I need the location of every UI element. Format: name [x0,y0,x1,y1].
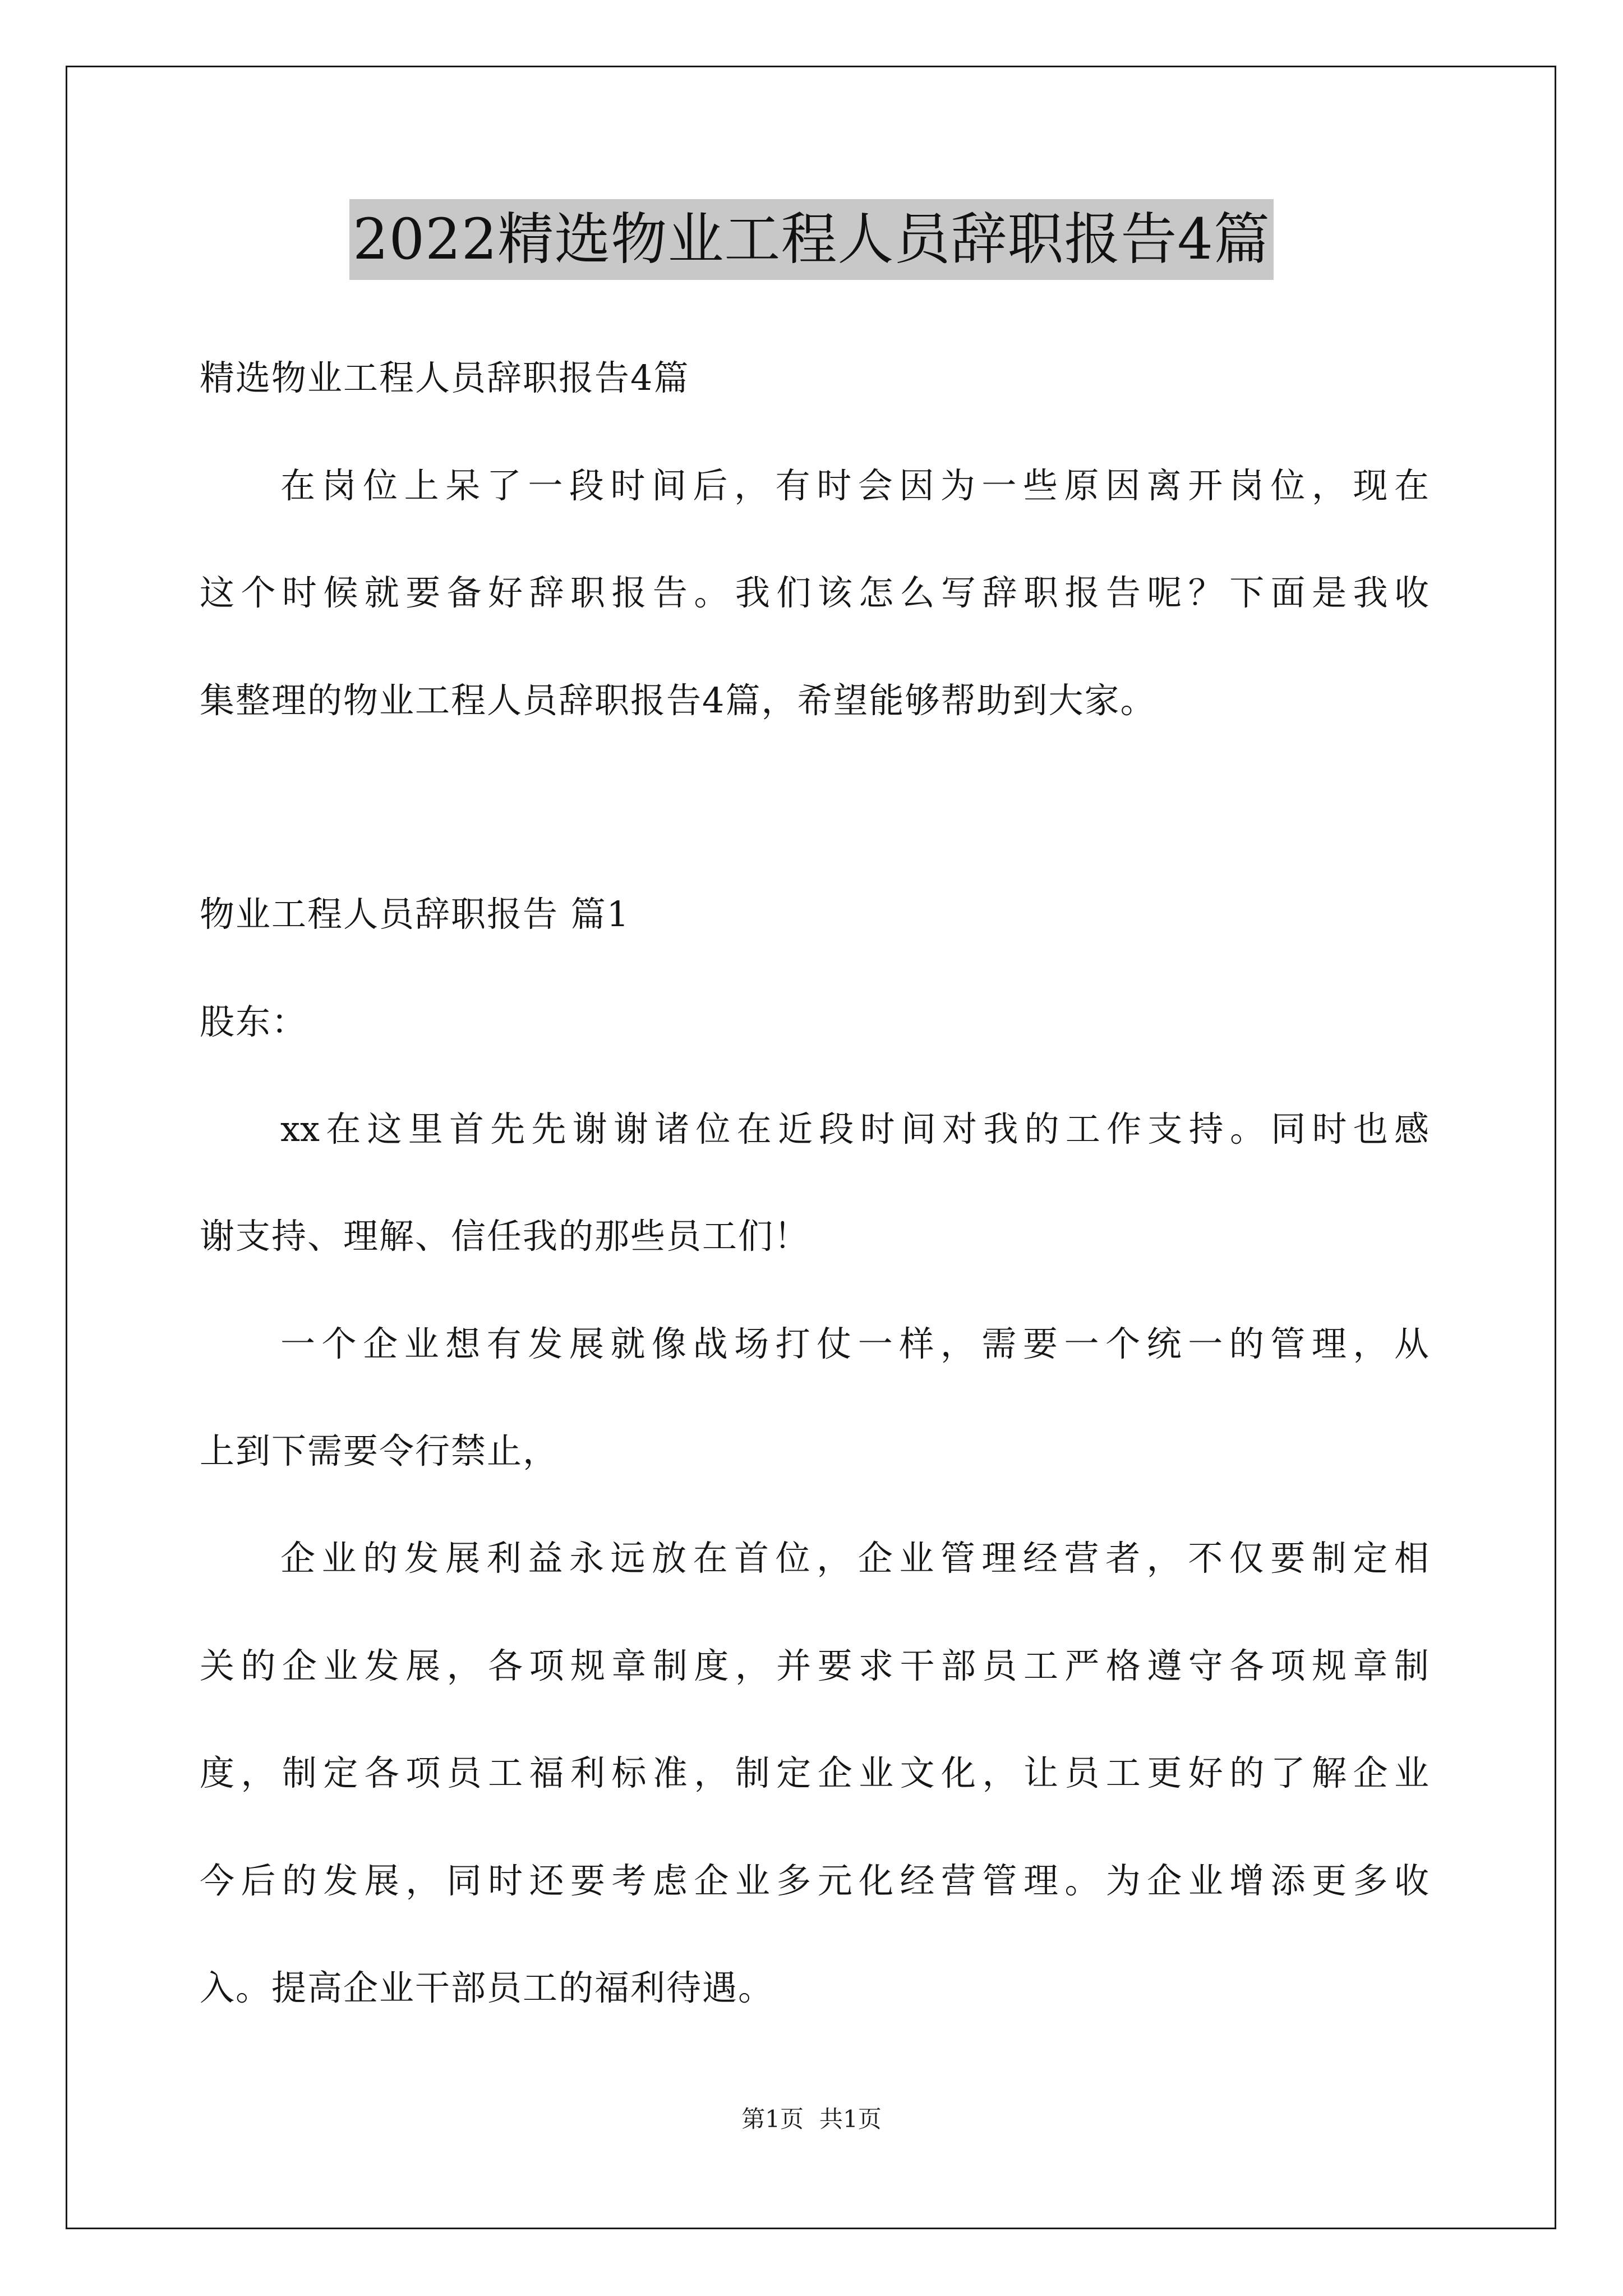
para3-line-1: 企业的发展利益永远放在首位，企业管理经营者，不仅要制定相 [280,1538,1429,1579]
document-title: 2022精选物业工程人员辞职报告4篇 [349,199,1274,280]
document-subtitle: 精选物业工程人员辞职报告4篇 [200,357,690,398]
para1-line-1: xx在这里首先先谢谢诸位在近段时间对我的工作支持。同时也感 [280,1108,1429,1149]
page-footer [0,2104,1623,2135]
para3-line-3: 度，制定各项员工福利标准，制定企业文化，让员工更好的了解企业 [200,1752,1429,1793]
intro-line-2: 这个时候就要备好辞职报告。我们该怎么写辞职报告呢？下面是我收 [200,572,1429,613]
para3-line-4: 今后的发展，同时还要考虑企业多元化经营管理。为企业增添更多收 [200,1860,1429,1901]
section-heading: 物业工程人员辞职报告 篇1 [200,894,630,935]
para3-line-2: 关的企业发展，各项规章制度，并要求干部员工严格遵守各项规章制 [200,1645,1429,1686]
page-total: 共1页 [819,2105,882,2133]
title-container [0,199,1623,280]
intro-line-1: 在岗位上呆了一段时间后，有时会因为一些原因离开岗位，现在 [280,465,1429,506]
salutation: 股东： [200,1001,308,1042]
para2-line-1: 一个企业想有发展就像战场打仗一样，需要一个统一的管理，从 [280,1323,1429,1364]
para1-line-2: 谢支持、理解、信任我的那些员工们！ [200,1216,810,1257]
para2-line-2: 上到下需要令行禁止， [200,1430,559,1471]
intro-line-3: 集整理的物业工程人员辞职报告4篇，希望能够帮助到大家。 [200,680,1156,721]
para3-line-5: 入。提高企业干部员工的福利待遇。 [200,1967,774,2008]
page-number: 第1页 [741,2105,804,2133]
